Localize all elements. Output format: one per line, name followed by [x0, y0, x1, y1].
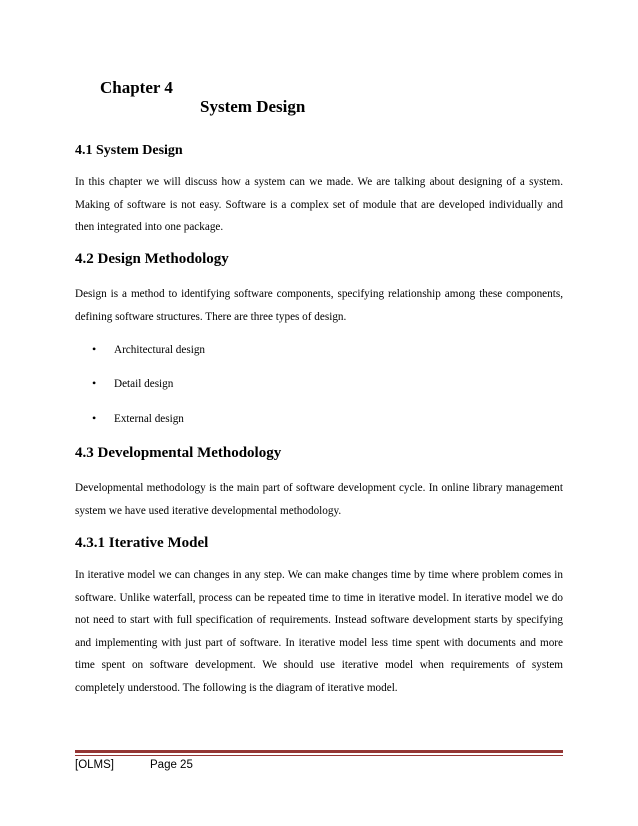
section-4-2-body: Design is a method to identifying software components, specifying relationship among these components, defining software structures. There are three types of design. [75, 288, 563, 323]
list-item [92, 341, 205, 358]
chapter-title: Chapter 4 [100, 78, 173, 97]
bullet-icon: • [92, 411, 97, 425]
section-4-3-body: Developmental methodology is the main part of software development cycle. In online library management system we have used iterative developmental methodology. [75, 482, 563, 517]
section-4-2-heading: 4.2 Design Methodology [75, 251, 229, 267]
page-number: Page 25 [150, 759, 193, 771]
section-4-3-1-body: In iterative model we can changes in any step. We can make changes time by time where problem comes in software. Unlike waterfall, process can be repeated time to time in iterative model. In iterative model we do not need to start with full specification of requirements. Instead software development starts by specifying and implementing with just part of software. In iterative model less time spent with documents and more time spent on software development. We should use iterative model when requirements of system completely understood. The following is the diagram of iterative model. [75, 569, 563, 694]
list-item-label: Detail design [114, 378, 174, 390]
section-4-1-body: In this chapter we will discuss how a system can we made. We are talking about designing of a system. Making of software is not easy. Software is a complex set of module that are developed individually and then integrated into one package. [75, 176, 563, 234]
section-4-3-heading: 4.3 Developmental Methodology [75, 445, 282, 461]
footer-rule-thick [75, 750, 563, 753]
section-4-3-1-heading: 4.3.1 Iterative Model [75, 535, 209, 551]
section-4-1-heading: 4.1 System Design [75, 143, 183, 158]
chapter-subtitle: System Design [200, 97, 306, 116]
bullet-icon: • [92, 376, 97, 390]
footer-rule-thin [75, 755, 563, 756]
list-item-label: External design [114, 413, 184, 425]
bullet-icon: • [92, 342, 97, 356]
list-item [92, 375, 173, 392]
list-item [92, 410, 184, 427]
footer-label: [OLMS] [75, 759, 114, 771]
list-item-label: Architectural design [114, 344, 206, 356]
